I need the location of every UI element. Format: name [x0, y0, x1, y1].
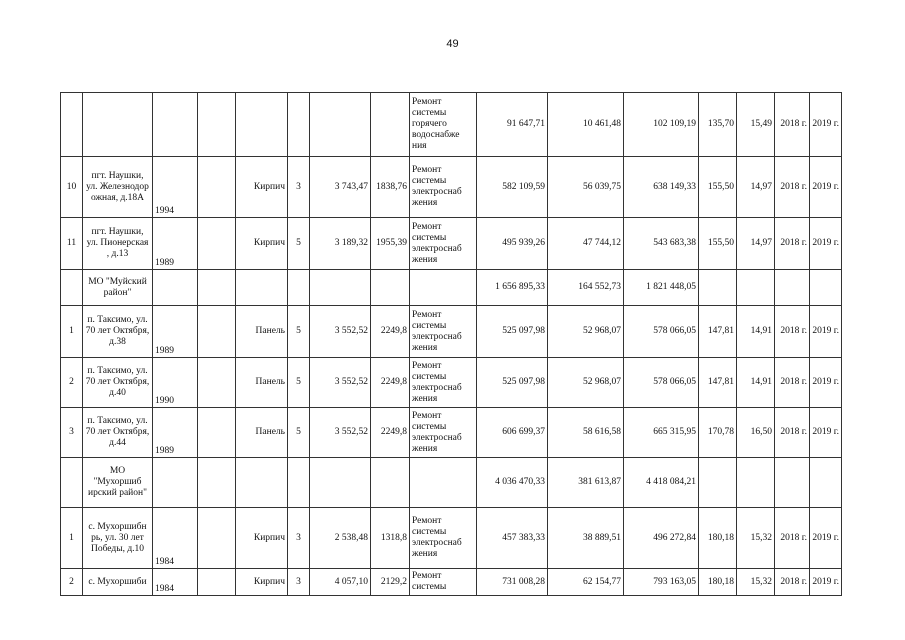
unit-cost-cell: 135,70 [699, 93, 737, 157]
sum-cell: 578 066,05 [624, 306, 699, 358]
living-area-cell [371, 458, 410, 508]
unit-cost-cell: 147,81 [699, 358, 737, 408]
rate-cell: 14,97 [737, 218, 775, 270]
total-area-cell: 3 552,52 [310, 358, 371, 408]
blank-cell [198, 458, 236, 508]
owners-share-cell: 56 039,75 [548, 157, 624, 218]
wall-material-cell: Кирпич [236, 569, 288, 596]
total-cost-cell: 731 008,28 [477, 569, 548, 596]
floors-cell [288, 270, 310, 306]
row-number: 3 [61, 408, 83, 458]
row-number [61, 93, 83, 157]
total-area-cell [310, 458, 371, 508]
work-type-cell: Ремонт системы электроснаб жения [410, 508, 477, 569]
total-area-cell: 3 189,32 [310, 218, 371, 270]
table-row [61, 306, 842, 358]
address-cell: МО "Мухоршиб ирский район" [83, 458, 153, 508]
sum-cell: 578 066,05 [624, 358, 699, 408]
table-row [61, 157, 842, 218]
address-cell: пгт. Наушки, ул. Железнодор ожная, д.18А [83, 157, 153, 218]
table-row [61, 458, 842, 508]
unit-cost-cell: 180,18 [699, 569, 737, 596]
work-type-cell: Ремонт системы [410, 569, 477, 596]
row-number [61, 270, 83, 306]
year-built-cell: 1989 [153, 218, 198, 270]
total-cost-cell: 606 699,37 [477, 408, 548, 458]
sum-cell: 1 821 448,05 [624, 270, 699, 306]
address-cell: с. Мухоршиби [83, 569, 153, 596]
year-built-cell: 1984 [153, 508, 198, 569]
rate-cell: 14,91 [737, 306, 775, 358]
owners-share-cell: 381 613,87 [548, 458, 624, 508]
end-year-cell: 2019 г. [810, 218, 842, 270]
wall-material-cell [236, 458, 288, 508]
address-cell: с. Мухоршибн рь, ул. 30 лет Победы, д.10 [83, 508, 153, 569]
total-cost-cell: 525 097,98 [477, 358, 548, 408]
row-number: 2 [61, 358, 83, 408]
total-area-cell: 3 743,47 [310, 157, 371, 218]
sum-cell: 793 163,05 [624, 569, 699, 596]
year-built-cell: 1984 [153, 569, 198, 596]
end-year-cell: 2019 г. [810, 157, 842, 218]
blank-cell [198, 218, 236, 270]
year-built-cell [153, 93, 198, 157]
floors-cell [288, 458, 310, 508]
address-cell: пгт. Наушки, ул. Пионерская , д.13 [83, 218, 153, 270]
end-year-cell: 2019 г. [810, 408, 842, 458]
end-year-cell [810, 458, 842, 508]
table-row [61, 408, 842, 458]
end-year-cell: 2019 г. [810, 508, 842, 569]
start-year-cell: 2018 г. [775, 408, 810, 458]
unit-cost-cell: 155,50 [699, 218, 737, 270]
wall-material-cell: Кирпич [236, 157, 288, 218]
rate-cell: 14,97 [737, 157, 775, 218]
sum-cell: 102 109,19 [624, 93, 699, 157]
blank-cell [198, 306, 236, 358]
total-area-cell [310, 93, 371, 157]
owners-share-cell: 47 744,12 [548, 218, 624, 270]
floors-cell: 5 [288, 408, 310, 458]
row-number: 11 [61, 218, 83, 270]
living-area-cell: 2249,8 [371, 358, 410, 408]
living-area-cell [371, 93, 410, 157]
floors-cell: 3 [288, 508, 310, 569]
owners-share-cell: 62 154,77 [548, 569, 624, 596]
table-row [61, 508, 842, 569]
sum-cell: 638 149,33 [624, 157, 699, 218]
owners-share-cell: 10 461,48 [548, 93, 624, 157]
living-area-cell: 1838,76 [371, 157, 410, 218]
unit-cost-cell: 170,78 [699, 408, 737, 458]
blank-cell [198, 569, 236, 596]
work-type-cell [410, 270, 477, 306]
rate-cell: 15,32 [737, 569, 775, 596]
wall-material-cell: Кирпич [236, 508, 288, 569]
address-cell: п. Таксимо, ул. 70 лет Октября, д.44 [83, 408, 153, 458]
row-number: 10 [61, 157, 83, 218]
repair-table [60, 92, 842, 596]
blank-cell [198, 270, 236, 306]
blank-cell [198, 93, 236, 157]
start-year-cell: 2018 г. [775, 569, 810, 596]
row-number: 2 [61, 569, 83, 596]
unit-cost-cell: 180,18 [699, 508, 737, 569]
sum-cell: 665 315,95 [624, 408, 699, 458]
rate-cell [737, 458, 775, 508]
row-number: 1 [61, 508, 83, 569]
work-type-cell: Ремонт системы электроснаб жения [410, 306, 477, 358]
total-area-cell [310, 270, 371, 306]
wall-material-cell [236, 93, 288, 157]
blank-cell [198, 408, 236, 458]
unit-cost-cell: 155,50 [699, 157, 737, 218]
owners-share-cell: 58 616,58 [548, 408, 624, 458]
address-cell: п. Таксимо, ул. 70 лет Октября, д.38 [83, 306, 153, 358]
work-type-cell: Ремонт системы электроснаб жения [410, 408, 477, 458]
start-year-cell [775, 270, 810, 306]
unit-cost-cell [699, 458, 737, 508]
floors-cell: 3 [288, 157, 310, 218]
page-number: 49 [446, 38, 459, 50]
address-cell [83, 93, 153, 157]
wall-material-cell [236, 270, 288, 306]
rate-cell: 15,32 [737, 508, 775, 569]
start-year-cell: 2018 г. [775, 306, 810, 358]
floors-cell: 3 [288, 569, 310, 596]
floors-cell: 5 [288, 218, 310, 270]
total-area-cell: 2 538,48 [310, 508, 371, 569]
owners-share-cell: 52 968,07 [548, 306, 624, 358]
wall-material-cell: Панель [236, 306, 288, 358]
living-area-cell: 2249,8 [371, 408, 410, 458]
rate-cell [737, 270, 775, 306]
end-year-cell: 2019 г. [810, 358, 842, 408]
living-area-cell: 1318,8 [371, 508, 410, 569]
rate-cell: 16,50 [737, 408, 775, 458]
living-area-cell [371, 270, 410, 306]
end-year-cell [810, 270, 842, 306]
table-row [61, 93, 842, 157]
work-type-cell: Ремонт системы горячего водоснабже ния [410, 93, 477, 157]
start-year-cell: 2018 г. [775, 157, 810, 218]
end-year-cell: 2019 г. [810, 306, 842, 358]
table-row [61, 358, 842, 408]
rate-cell: 14,91 [737, 358, 775, 408]
floors-cell [288, 93, 310, 157]
owners-share-cell: 52 968,07 [548, 358, 624, 408]
blank-cell [198, 358, 236, 408]
blank-cell [198, 157, 236, 218]
rate-cell: 15,49 [737, 93, 775, 157]
living-area-cell: 2249,8 [371, 306, 410, 358]
address-cell: п. Таксимо, ул. 70 лет Октября, д.40 [83, 358, 153, 408]
work-type-cell: Ремонт системы электроснаб жения [410, 157, 477, 218]
wall-material-cell: Панель [236, 358, 288, 408]
wall-material-cell: Кирпич [236, 218, 288, 270]
living-area-cell: 2129,2 [371, 569, 410, 596]
year-built-cell [153, 270, 198, 306]
floors-cell: 5 [288, 358, 310, 408]
work-type-cell: Ремонт системы электроснаб жения [410, 218, 477, 270]
total-cost-cell: 91 647,71 [477, 93, 548, 157]
sum-cell: 496 272,84 [624, 508, 699, 569]
sum-cell: 4 418 084,21 [624, 458, 699, 508]
unit-cost-cell [699, 270, 737, 306]
total-cost-cell: 457 383,33 [477, 508, 548, 569]
table-row [61, 218, 842, 270]
owners-share-cell: 38 889,51 [548, 508, 624, 569]
total-cost-cell: 4 036 470,33 [477, 458, 548, 508]
year-built-cell: 1990 [153, 358, 198, 408]
blank-cell [198, 508, 236, 569]
floors-cell: 5 [288, 306, 310, 358]
total-area-cell: 3 552,52 [310, 306, 371, 358]
sum-cell: 543 683,38 [624, 218, 699, 270]
start-year-cell: 2018 г. [775, 358, 810, 408]
row-number [61, 458, 83, 508]
start-year-cell: 2018 г. [775, 508, 810, 569]
work-type-cell [410, 458, 477, 508]
unit-cost-cell: 147,81 [699, 306, 737, 358]
table-row [61, 569, 842, 596]
total-area-cell: 4 057,10 [310, 569, 371, 596]
year-built-cell: 1989 [153, 408, 198, 458]
row-number: 1 [61, 306, 83, 358]
start-year-cell: 2018 г. [775, 93, 810, 157]
living-area-cell: 1955,39 [371, 218, 410, 270]
end-year-cell: 2019 г. [810, 93, 842, 157]
total-cost-cell: 525 097,98 [477, 306, 548, 358]
owners-share-cell: 164 552,73 [548, 270, 624, 306]
total-cost-cell: 582 109,59 [477, 157, 548, 218]
address-cell: МО "Муйский район" [83, 270, 153, 306]
year-built-cell: 1989 [153, 306, 198, 358]
total-cost-cell: 495 939,26 [477, 218, 548, 270]
year-built-cell [153, 458, 198, 508]
total-cost-cell: 1 656 895,33 [477, 270, 548, 306]
work-type-cell: Ремонт системы электроснаб жения [410, 358, 477, 408]
table-row [61, 270, 842, 306]
wall-material-cell: Панель [236, 408, 288, 458]
end-year-cell: 2019 г. [810, 569, 842, 596]
start-year-cell [775, 458, 810, 508]
start-year-cell: 2018 г. [775, 218, 810, 270]
total-area-cell: 3 552,52 [310, 408, 371, 458]
year-built-cell: 1994 [153, 157, 198, 218]
